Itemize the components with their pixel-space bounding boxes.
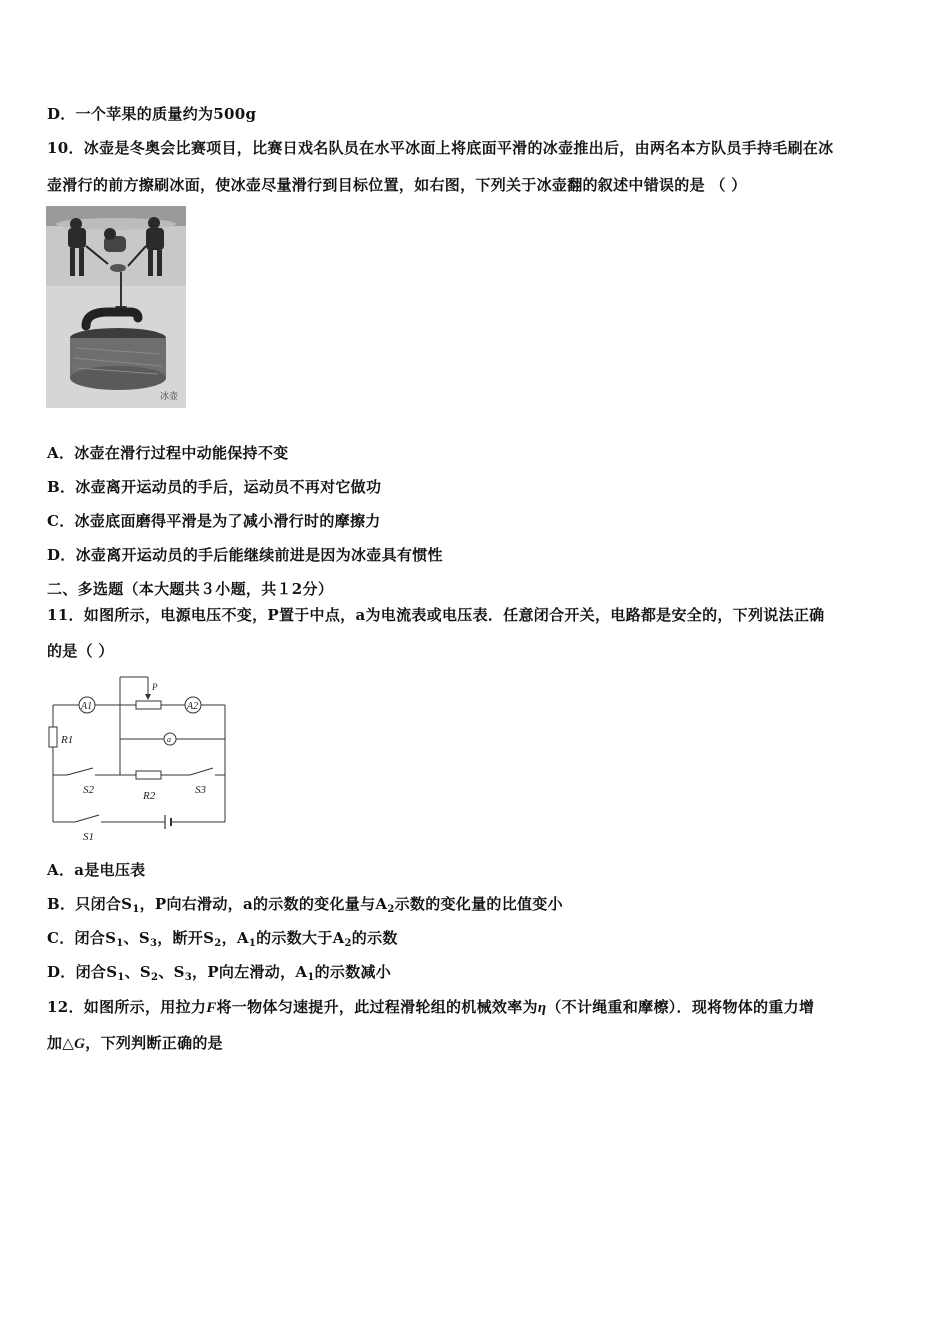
label-a2: A2 [187, 701, 199, 712]
q11-c-text: C．闭合S [47, 929, 117, 947]
q12-g-symbol: G [74, 1036, 86, 1052]
section2-heading: 二、多选题（本大题共３小题，共１2分） [47, 580, 334, 598]
q11-stem-line1: 11．如图所示，电源电压不变，P置于中点，a为电流表或电压表．任意闭合开关，电路都是安全的，下列说法正确 [47, 606, 825, 624]
label-p: P [152, 682, 158, 692]
label-r2: R2 [143, 790, 156, 802]
q12-stem-line2 [47, 1032, 223, 1053]
q11-b-prefix: B．只闭合S [47, 895, 133, 913]
q11-d-text: D．闭合S [47, 963, 118, 981]
q11-d-text: 的示数减小 [314, 963, 392, 981]
q11-c-text: ，断开S [157, 929, 215, 947]
circuit-figure [45, 672, 230, 844]
q12-force-symbol: F [206, 1000, 217, 1016]
q11-option-a: A．a是电压表 [47, 861, 146, 879]
curling-caption: 冰壶 [159, 392, 178, 402]
q11-b-sub2: 2 [387, 904, 395, 915]
q11-option-c [47, 927, 398, 949]
label-meter-a: a [167, 735, 171, 744]
q10-stem-line1: 10．冰壶是冬奥会比赛项目，比赛日戏名队员在水平冰面上将底面平滑的冰壶推出后，由两名本方队员手持毛刷在冰 [47, 139, 834, 157]
q12-eta-symbol: η [537, 1000, 547, 1016]
q11-d-text: 、S [124, 963, 152, 981]
q10-option-b: B．冰壶离开运动员的手后，运动员不再对它做功 [47, 478, 382, 496]
q11-c-text: 的示数 [351, 929, 398, 947]
q11-b-suffix: 示数的变化量的比值变小 [394, 895, 563, 913]
curling-photo [46, 206, 186, 408]
label-s2: S2 [83, 784, 94, 796]
q11-c-text: 、S [123, 929, 150, 947]
q11-option-b [47, 893, 563, 915]
label-a1: A1 [81, 701, 93, 712]
q12-text: 将一物体匀速提升，此过程滑轮组的机械效率为 [216, 998, 538, 1016]
q10-option-c: C．冰壶底面磨得平滑是为了减小滑行时的摩擦力 [47, 512, 381, 530]
q11-option-d [47, 961, 391, 983]
curling-figure [46, 206, 186, 408]
q11-c-sub: 1 [116, 938, 124, 949]
q12-text: （不计绳重和摩檫）．现将物体的重力增 [546, 998, 815, 1016]
slider-p-arrow [145, 694, 151, 700]
q11-d-sub: 1 [307, 972, 315, 983]
q11-stem-line2: 的是（ ） [47, 642, 114, 660]
q12-text: ，下列判断正确的是 [85, 1034, 223, 1052]
q11-d-sub: 1 [117, 972, 125, 983]
q10-option-d: D．冰壶离开运动员的手后能继续前进是因为冰壶具有惯性 [47, 546, 443, 564]
label-s1: S1 [83, 831, 94, 843]
q11-c-sub: 3 [149, 938, 158, 949]
q11-d-sub: 2 [151, 972, 159, 983]
q10-option-a: A．冰壶在滑行过程中动能保持不变 [47, 444, 289, 462]
q11-d-text: ，P向左滑动，A [192, 963, 308, 981]
q12-text: 12．如图所示，用拉力 [47, 998, 207, 1016]
q11-c-text: 的示数大于A [256, 929, 345, 947]
q11-b-mid: ，P向右滑动，a的示数的变化量与A [139, 895, 388, 913]
q11-c-sub: 1 [248, 938, 257, 949]
q9-option-d: D．一个苹果的质量约为500g [47, 105, 257, 123]
q11-c-sub: 2 [344, 938, 352, 949]
label-s3: S3 [195, 784, 206, 796]
q11-d-sub: 3 [184, 972, 193, 983]
q12-text: 加△ [47, 1034, 75, 1052]
q11-c-sub: 2 [214, 938, 222, 949]
q11-b-sub1: 1 [132, 904, 140, 915]
q12-stem-line1 [47, 996, 814, 1017]
label-r1: R1 [61, 734, 74, 746]
q10-stem-line2: 壶滑行的前方擦刷冰面，使冰壶尽量滑行到目标位置，如右图，下列关于冰壶翻的叙述中错误的是 （ ） [47, 176, 747, 194]
circuit-diagram [45, 672, 230, 844]
q11-d-text: 、S [158, 963, 185, 981]
q11-c-text: ，A [221, 929, 249, 947]
